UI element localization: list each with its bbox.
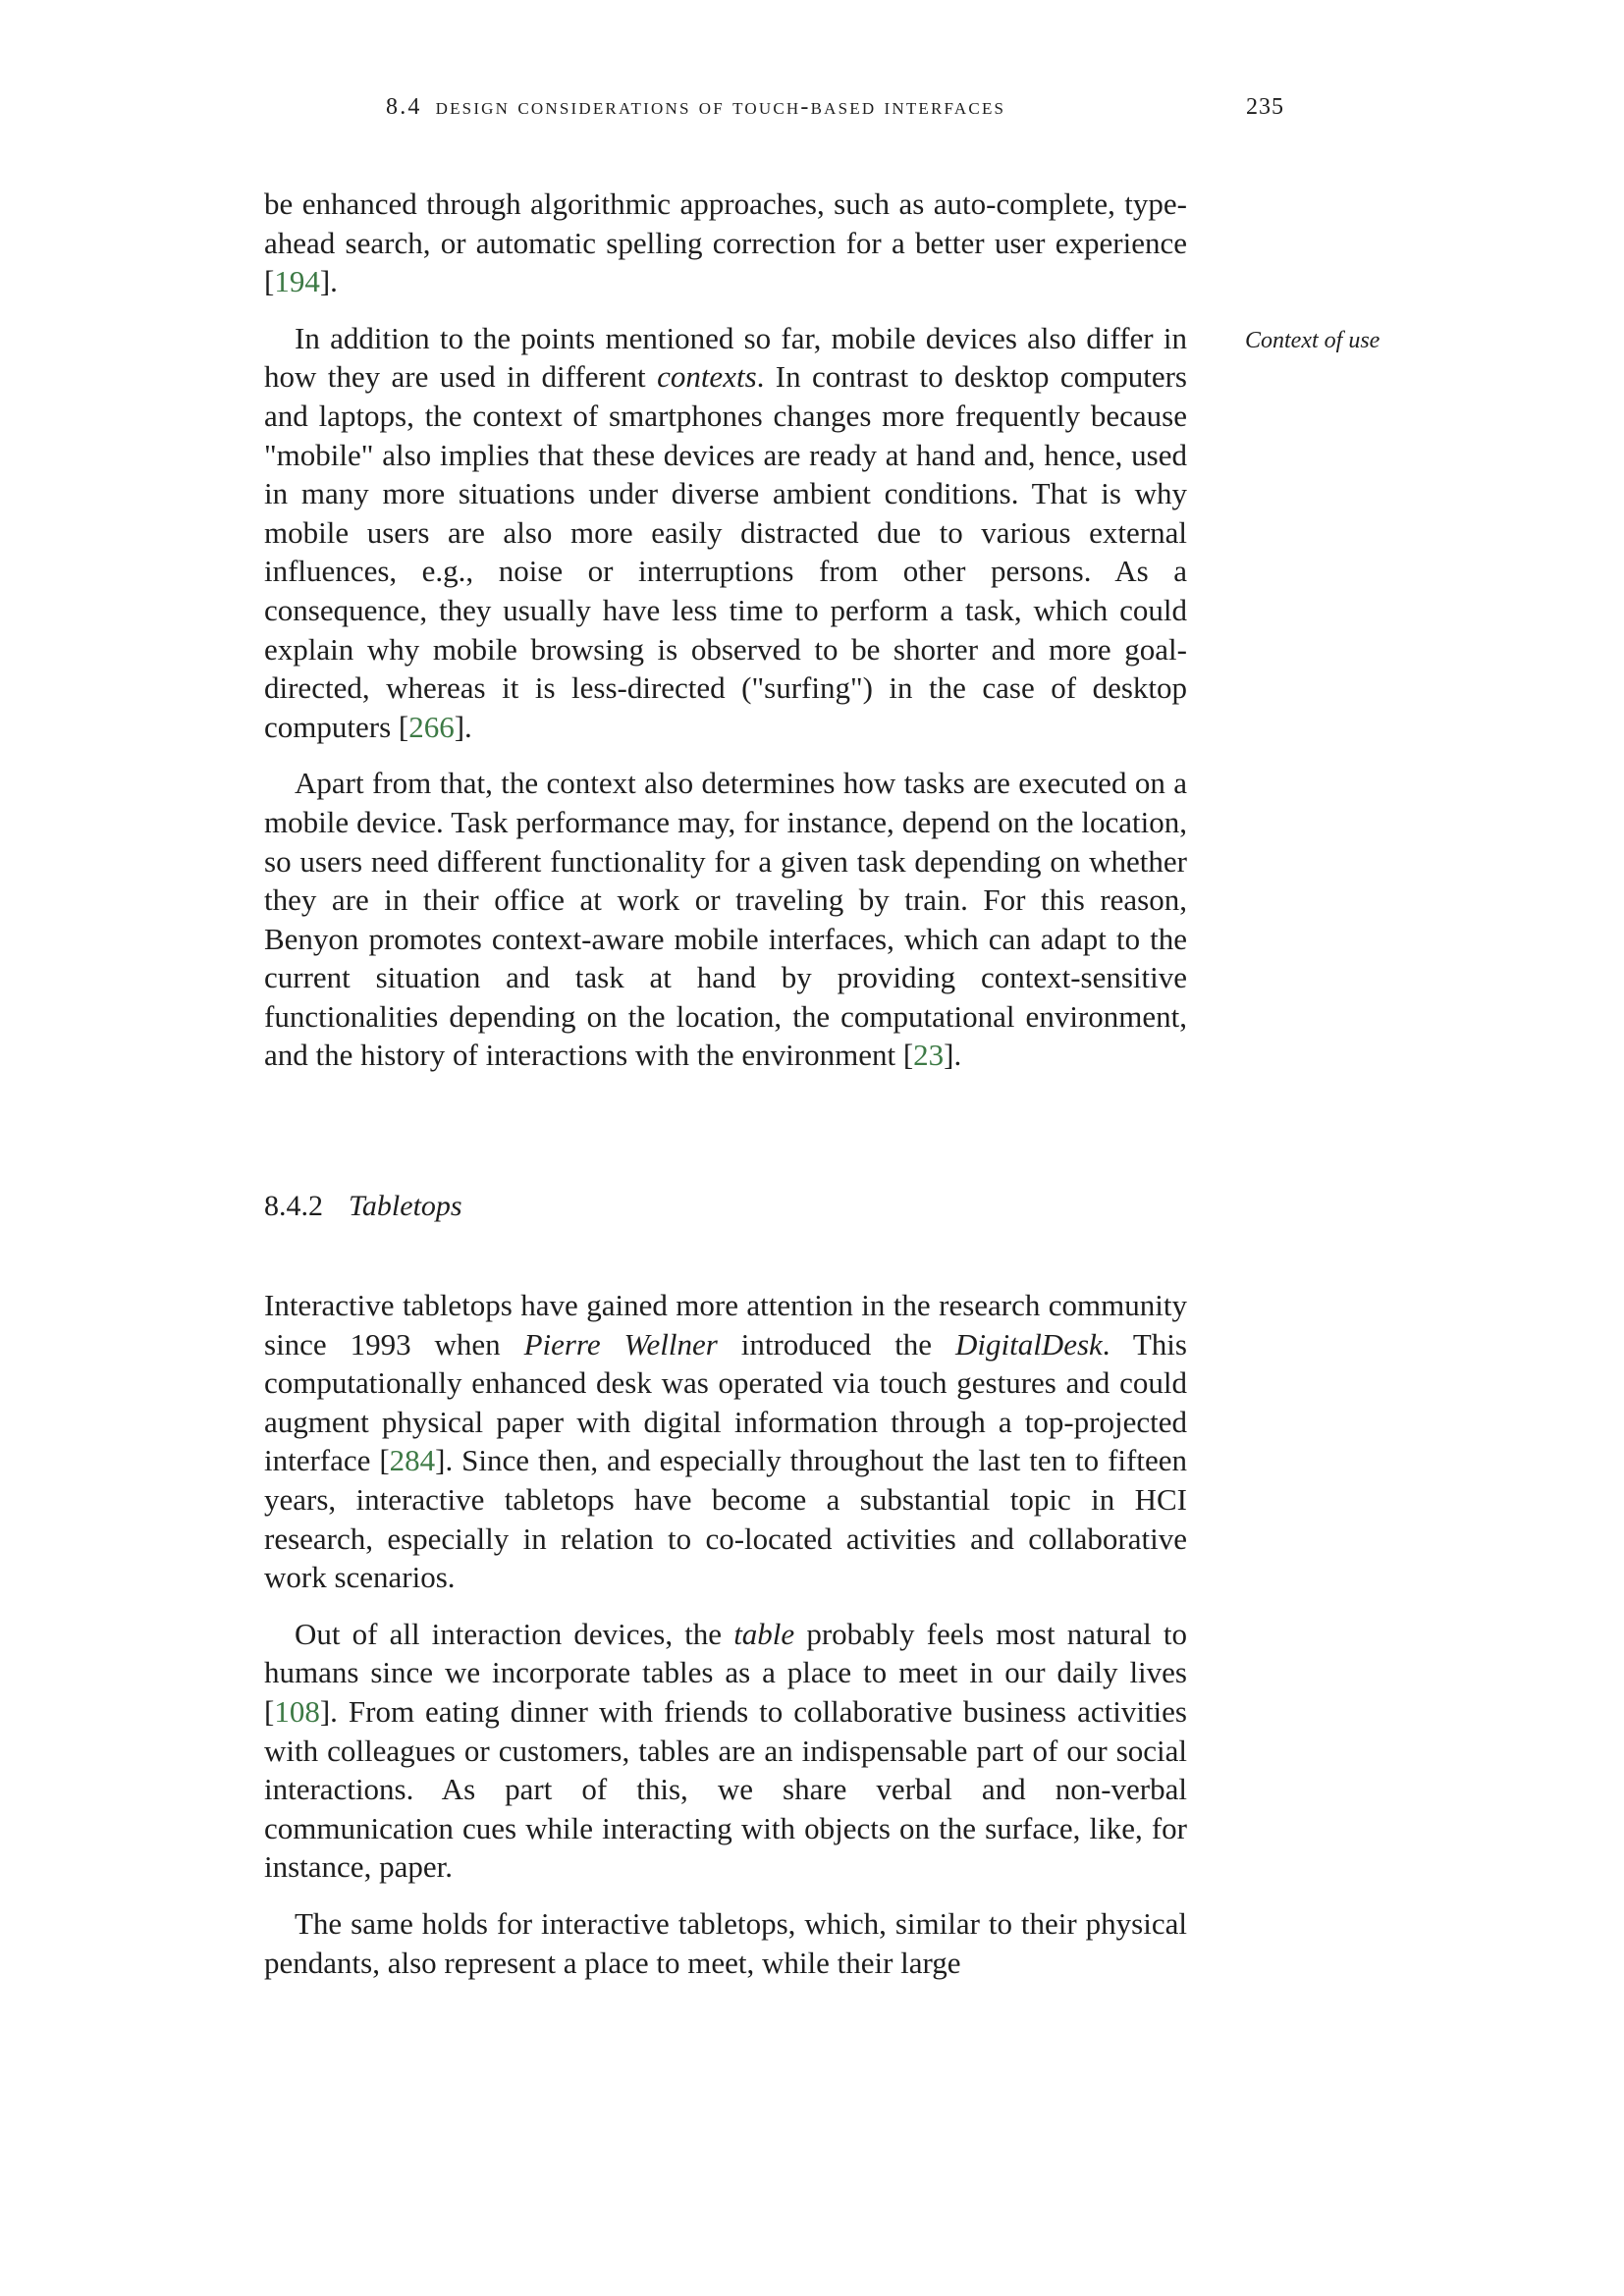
text-run: ]. From eating dinner with friends to collaborative business activities with colleagues or customers, tables are an indispensable part of our social interactions. As part of this, we share verbal and non-verbal communication cues while interacting with objects on the surface, like, for instance, paper. bbox=[264, 1693, 1187, 1885]
page-number: 235 bbox=[1246, 94, 1284, 120]
subsection-title: Tabletops bbox=[349, 1190, 462, 1222]
text-run: In addition to the points mentioned so far, mobile devices also differ in how they are used in different bbox=[264, 320, 1187, 395]
emphasis-table: table bbox=[733, 1616, 795, 1651]
text-run: . In contrast to desktop computers and laptops, the context of smartphones changes more frequently because "mobile" also implies that these devices are ready at hand and, hence, used in many more situations under diverse ambient conditions. That is why mobile users are also more easily distracted due to various external influences, e.g., noise or interruptions from other persons. As a consequence, they usually have less time to perform a task, which could explain why mobile browsing is observed to be shorter and more goal-directed, whereas it is less-directed ("surfing") in the case of desktop computers [ bbox=[264, 359, 1187, 744]
text-run: Interactive tabletops have gained more attention in the research community since 1993 when bbox=[264, 1288, 1187, 1362]
citation-link[interactable]: 108 bbox=[274, 1693, 320, 1729]
paragraph-tabletops-intro bbox=[264, 1286, 1187, 1597]
paragraph-table-interaction bbox=[264, 1615, 1187, 1887]
paragraph-algorithmic-approaches bbox=[264, 185, 1187, 301]
text-run: ]. bbox=[944, 1038, 962, 1073]
paragraph-context-of-use bbox=[264, 319, 1187, 747]
text-run: Apart from that, the context also determines how tasks are executed on a mobile device. Task performance may, for instance, depend on the location, so users need different functionality for a given task depending on whether they are in their office at work or traveling by train. For this reason, Benyon promotes context-aware mobile interfaces, which can adapt to the current situation and task at hand by providing context-sensitive functionalities depending on the location, the computational environment, and the history of interactions with the environment [ bbox=[264, 766, 1187, 1073]
text-run: ]. Since then, and especially throughout the last ten to fifteen years, interactive tabletops have become a substantial topic in HCI research, especially in relation to co-located activities and collaborative work scenarios. bbox=[264, 1443, 1187, 1595]
text-run: ]. bbox=[319, 264, 338, 299]
text-run: ]. bbox=[454, 709, 472, 744]
emphasis-pierre-wellner: Pierre Wellner bbox=[523, 1326, 718, 1362]
margin-note-context-of-use: Context of use bbox=[1245, 328, 1380, 353]
body-text-upper bbox=[264, 185, 1187, 1093]
header-section-number: 8.4 bbox=[386, 94, 422, 120]
subsection-number: 8.4.2 bbox=[264, 1190, 323, 1222]
emphasis-contexts: contexts bbox=[657, 359, 757, 395]
header-section-title: design considerations of touch-based interfaces bbox=[435, 94, 1006, 120]
text-run: . This computationally enhanced desk was operated via touch gestures and could augment physical paper with digital information through a top-projected interface [ bbox=[264, 1326, 1187, 1478]
text-run: introduced the bbox=[717, 1326, 955, 1362]
text-run: Out of all interaction devices, the bbox=[295, 1616, 734, 1651]
text-run: The same holds for interactive tabletops, which, similar to their physical pendants, also represent a place to meet, while their large bbox=[264, 1905, 1187, 1980]
body-text-lower bbox=[264, 1286, 1187, 2000]
running-head bbox=[386, 94, 1284, 121]
text-run: be enhanced through algorithmic approaches, such as auto-complete, type-ahead search, or automatic spelling correction for a better user experience [ bbox=[264, 187, 1187, 299]
citation-link[interactable]: 266 bbox=[408, 709, 455, 744]
paragraph-context-aware-interfaces bbox=[264, 764, 1187, 1075]
subsection-heading bbox=[264, 1190, 462, 1223]
text-run: probably feels most natural to humans since we incorporate tables as a place to meet in our daily lives [ bbox=[264, 1616, 1187, 1729]
citation-link[interactable]: 194 bbox=[274, 264, 320, 299]
paragraph-interactive-tabletops bbox=[264, 1904, 1187, 1982]
citation-link[interactable]: 23 bbox=[913, 1038, 945, 1073]
citation-link[interactable]: 284 bbox=[389, 1443, 436, 1478]
emphasis-digitaldesk: DigitalDesk bbox=[954, 1326, 1103, 1362]
